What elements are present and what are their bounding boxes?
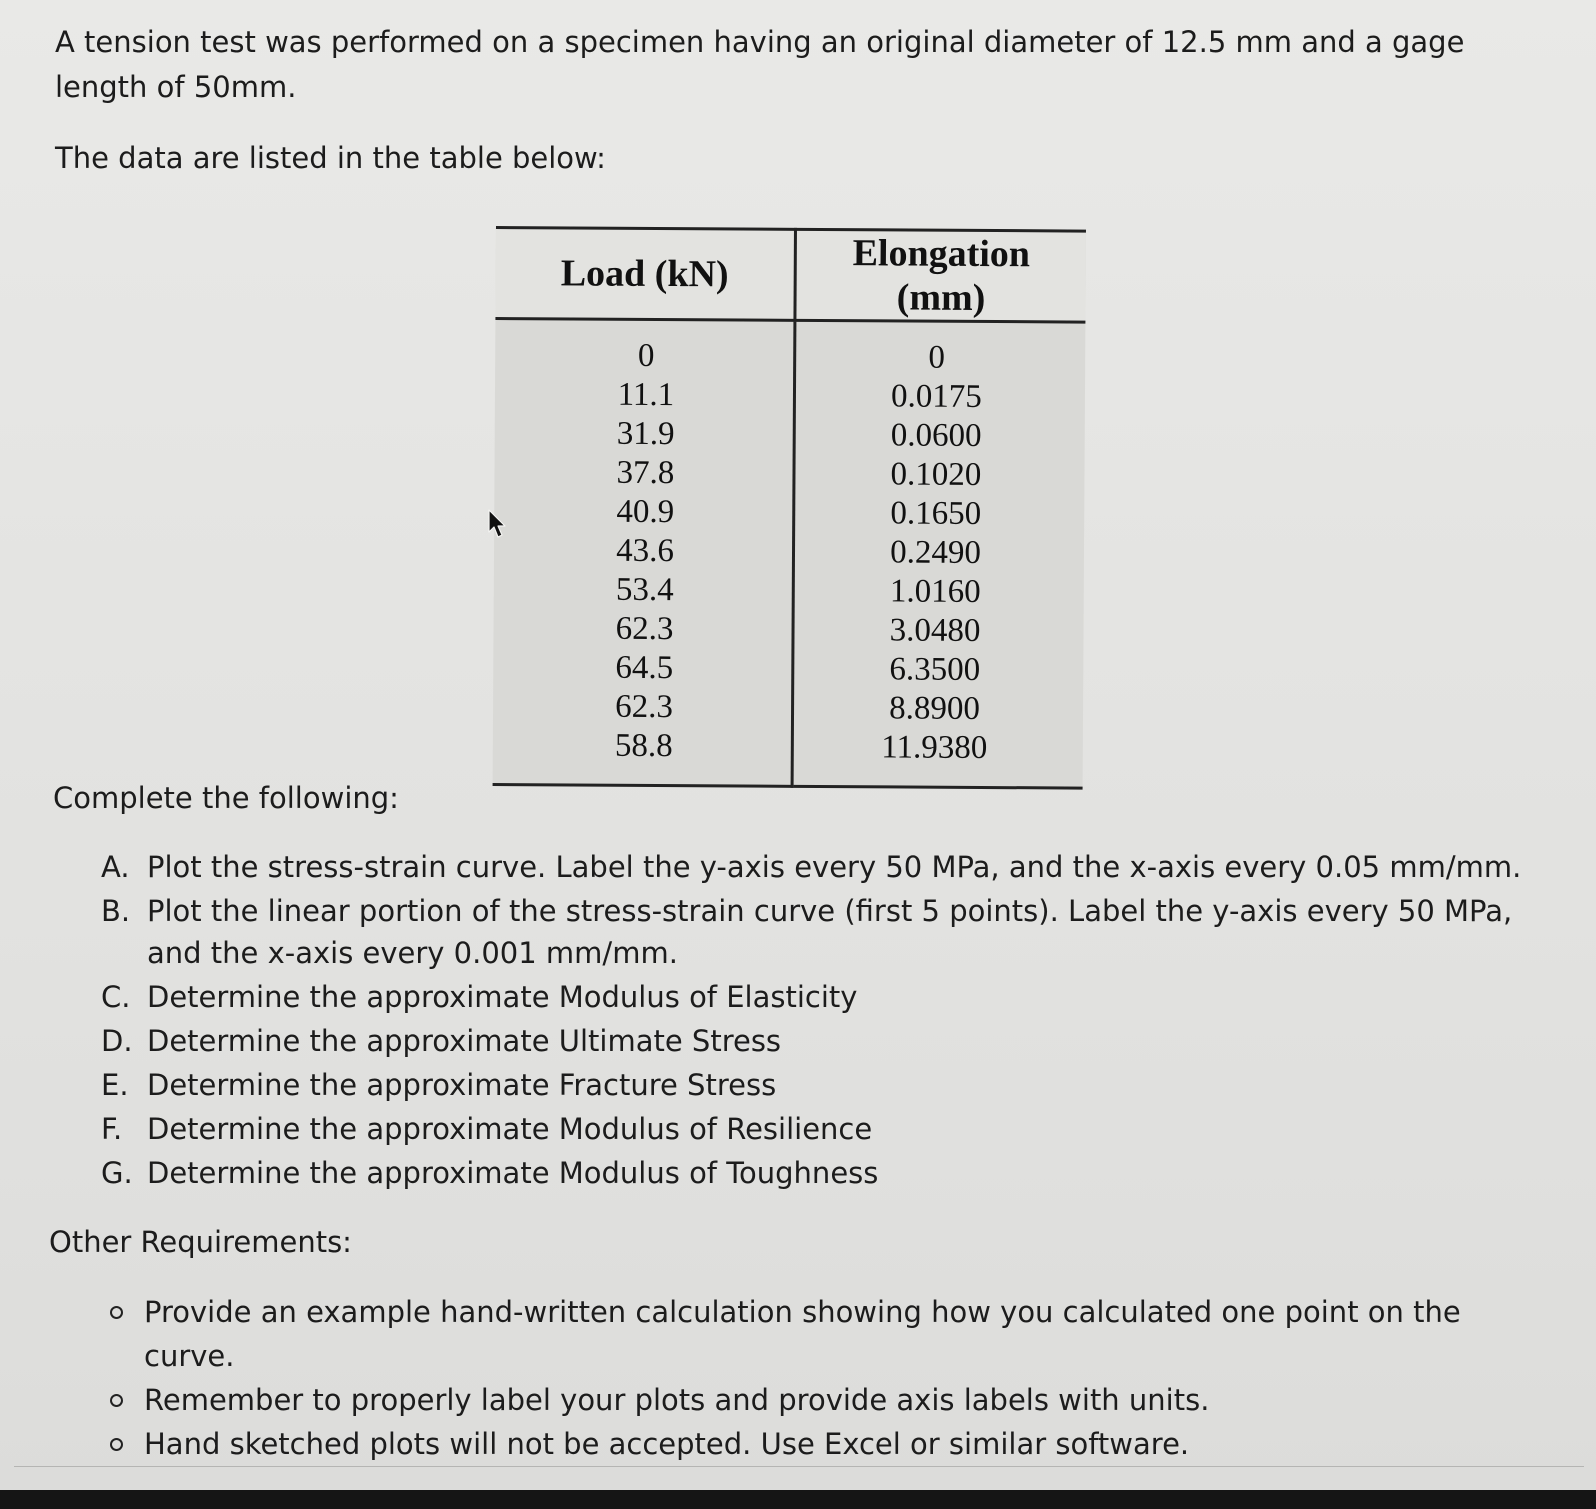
load-value: 40.9: [616, 493, 675, 531]
intro-paragraph: A tension test was performed on a specimen having an original diameter of 12.5 mm and a gage length of 50mm.: [55, 25, 1465, 104]
other-requirements-heading: Other Requirements:: [49, 1225, 352, 1259]
data-intro-paragraph: The data are listed in the table below:: [55, 141, 606, 175]
complete-heading: Complete the following:: [53, 781, 399, 815]
load-values-list: [493, 336, 794, 767]
task-letter: C.: [101, 980, 131, 1014]
load-value: 62.3: [615, 688, 674, 726]
task-text: Determine the approximate Modulus of Toughness: [147, 1156, 879, 1190]
task-text: Determine the approximate Fracture Stress: [147, 1068, 777, 1102]
task-text: Plot the linear portion of the stress-strain curve (first 5 points). Label the y-axis every 50 MPa, and the x-axis every 0.001 mm/mm.: [147, 894, 1513, 970]
task-letter: G.: [101, 1156, 133, 1190]
requirements-list: [110, 1290, 1530, 1466]
elongation-value: 0.1650: [890, 495, 982, 532]
load-values-cell: [493, 318, 795, 786]
load-value: 62.3: [615, 610, 674, 648]
task-text: Determine the approximate Modulus of Resilience: [147, 1112, 873, 1146]
elongation-column-header: Elongation (mm): [795, 229, 1086, 322]
elongation-value: 1.0160: [889, 573, 981, 610]
load-value: 58.8: [614, 727, 673, 765]
load-value: 43.6: [616, 532, 675, 570]
load-column-header: Load (kN): [495, 227, 795, 320]
elongation-value: 0.0600: [890, 417, 982, 454]
elongation-value: 0: [928, 339, 946, 376]
elongation-values-list: [794, 338, 1086, 769]
page-divider: [14, 1466, 1584, 1467]
task-item: [95, 1152, 1535, 1194]
requirement-text: Provide an example hand-written calculation showing how you calculated one point on the curve.: [144, 1295, 1461, 1373]
task-text: Plot the stress-strain curve. Label the y-axis every 50 MPa, and the x-axis every 0.05 mm/mm.: [147, 850, 1522, 884]
task-item: [95, 846, 1535, 888]
task-item: [95, 1020, 1535, 1062]
tension-data-table: [493, 226, 1086, 790]
task-letter: F.: [101, 1112, 123, 1146]
task-letter: B.: [101, 894, 131, 928]
task-list: [95, 846, 1535, 1196]
elongation-value: 6.3500: [889, 651, 981, 688]
requirement-item: [110, 1422, 1530, 1466]
elongation-value: 0.1020: [890, 456, 982, 493]
task-letter: D.: [101, 1024, 133, 1058]
task-text: Determine the approximate Ultimate Stress: [147, 1024, 782, 1058]
hollow-circle-bullet-icon: [110, 1394, 123, 1407]
task-letter: A.: [101, 850, 130, 884]
load-value: 0: [637, 337, 655, 374]
task-item: [95, 976, 1535, 1018]
elongation-value: 0.2490: [890, 534, 981, 571]
load-value: 53.4: [615, 571, 674, 609]
elongation-values-cell: [792, 320, 1085, 788]
task-item: [95, 1064, 1535, 1106]
elongation-value: 3.0480: [889, 612, 981, 649]
load-value: 31.9: [616, 415, 675, 453]
requirement-text: Hand sketched plots will not be accepted. Use Excel or similar software.: [144, 1427, 1190, 1461]
load-value: 11.1: [617, 376, 675, 414]
task-item: [95, 1108, 1535, 1150]
elongation-value: 8.8900: [889, 690, 981, 727]
load-value: 64.5: [615, 649, 674, 687]
task-text: Determine the approximate Modulus of Elasticity: [147, 980, 858, 1014]
elongation-value: 0.0175: [890, 378, 982, 415]
load-value: 37.8: [616, 454, 675, 492]
task-item: [95, 890, 1535, 974]
task-letter: E.: [101, 1068, 129, 1102]
requirement-text: Remember to properly label your plots and provide axis labels with units.: [144, 1383, 1210, 1417]
hollow-circle-bullet-icon: [110, 1438, 123, 1451]
requirement-item: [110, 1378, 1530, 1422]
mouse-pointer-icon: [487, 508, 509, 540]
elongation-value: 11.9380: [881, 729, 988, 767]
hollow-circle-bullet-icon: [110, 1306, 123, 1319]
screen-bottom-bezel: [0, 1490, 1596, 1509]
requirement-item: [110, 1290, 1530, 1378]
